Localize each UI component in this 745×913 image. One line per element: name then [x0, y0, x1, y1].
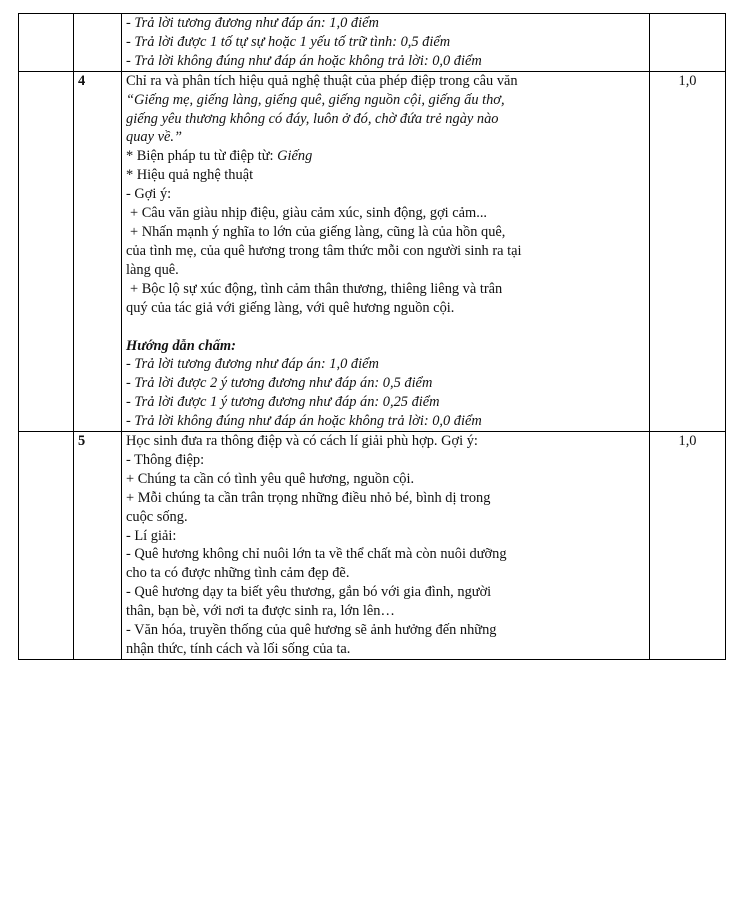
part-cell [19, 432, 74, 660]
answer-cell [122, 14, 650, 72]
table-row [19, 71, 726, 431]
spacer [126, 318, 645, 337]
question-number: 5 [74, 432, 122, 660]
answer-line: cho ta có được những tình cảm đẹp đẽ. [126, 565, 350, 582]
guide-line: - Trả lời không đúng như đáp án hoặc không trả lời: 0,0 điểm [126, 52, 482, 69]
answer-point-cont: của tình mẹ, của quê hương trong tâm thức mỗi con người sinh ra tại [126, 242, 522, 259]
quote-line: quay về.” [126, 129, 182, 146]
guide-line: - Trả lời tương đương như đáp án: 1,0 điểm [126, 356, 379, 373]
answer-line: - Văn hóa, truyền thống của quê hương sẽ ảnh hưởng đến những [126, 622, 497, 639]
quote-line: giếng yêu thương không có đáy, luôn ở đó, chờ đứa trẻ ngày nào [126, 110, 499, 127]
effect-heading: * Hiệu quả nghệ thuật [126, 167, 254, 184]
table-row [19, 432, 726, 660]
answer-line: cuộc sống. [126, 508, 188, 525]
answer-line: + Mỗi chúng ta cần trân trọng những điều nhỏ bé, bình dị trong [126, 489, 491, 506]
question-number [74, 14, 122, 72]
guide-line: - Trả lời không đúng như đáp án hoặc không trả lời: 0,0 điểm [126, 413, 482, 430]
table-row [19, 14, 726, 72]
device-prefix: * Biện pháp tu từ điệp từ: [126, 148, 278, 165]
answer-line: nhận thức, tính cách và lối sống của ta. [126, 641, 351, 657]
question-text: Chỉ ra và phân tích hiệu quả nghệ thuật của phép điệp trong câu văn [126, 72, 518, 89]
grading-table [18, 13, 726, 660]
answer-line: Học sinh đưa ra thông điệp và có cách lí giải phù hợp. Gợi ý: [126, 433, 478, 450]
part-cell [19, 14, 74, 72]
device-line [126, 147, 645, 166]
guide-line: - Trả lời được 1 tố tự sự hoặc 1 yếu tố trữ tình: 0,5 điểm [126, 33, 451, 50]
answer-point: + Câu văn giàu nhịp điệu, giàu cảm xúc, sinh động, gợi cảm... [130, 205, 488, 222]
answer-cell [122, 71, 650, 431]
guide-line: - Trả lời được 1 ý tương đương như đáp án: 0,25 điểm [126, 394, 440, 411]
score-cell [650, 14, 726, 72]
answer-line: - Quê hương dạy ta biết yêu thương, gắn bó với gia đình, người [126, 584, 492, 601]
answer-cell [122, 432, 650, 660]
answer-line: - Lí giải: [126, 527, 177, 544]
answer-point: + Nhấn mạnh ý nghĩa to lớn của giếng làng, cũng là của hồn quê, [130, 223, 506, 240]
guide-line: - Trả lời được 2 ý tương đương như đáp án: 0,5 điểm [126, 375, 433, 392]
suggest-heading: - Gợi ý: [126, 186, 172, 203]
guide-line: - Trả lời tương đương như đáp án: 1,0 điểm [126, 15, 379, 31]
answer-line: thân, bạn bè, với nơi ta được sinh ra, lớn lên… [126, 603, 395, 620]
part-cell [19, 71, 74, 431]
answer-line: + Chúng ta cần có tình yêu quê hương, nguồn cội. [126, 470, 415, 487]
answer-point: + Bộc lộ sự xúc động, tình cảm thân thương, thiêng liêng và trân [130, 280, 503, 297]
answer-point-cont: làng quê. [126, 261, 179, 278]
device-word: Giếng [277, 148, 313, 165]
answer-point-cont: quý của tác giả với giếng làng, với quê hương nguồn cội. [126, 299, 455, 316]
answer-line: - Quê hương không chỉ nuôi lớn ta về thể chất mà còn nuôi dưỡng [126, 546, 507, 563]
quote-line: “Giếng mẹ, giếng làng, giếng quê, giếng nguồn cội, giếng ấu thơ, [126, 91, 505, 108]
question-number: 4 [74, 71, 122, 431]
answer-line: - Thông điệp: [126, 451, 205, 468]
guide-heading: Hướng dẫn chấm: [126, 337, 236, 354]
score-cell: 1,0 [650, 71, 726, 431]
score-cell: 1,0 [650, 432, 726, 660]
